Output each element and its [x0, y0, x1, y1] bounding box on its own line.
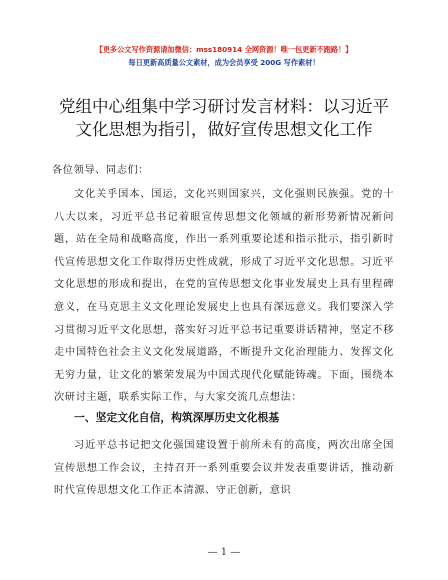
- body-paragraph-1: 文化关乎国本、国运，文化兴则国家兴，文化强则民族强。党的十八大以来，习近平总书记着眼宣传思想文化领域的新形势新情况新问题，站在全局和战略高度，作出一系列重要论述和指示批示，指引新时代宣传思想文化工作取得历史性成就，形成了习近平文化思想。习近平文化思想的形成和提出，在党的宣传思想文化事业发展史上具有里程碑意义，在马克思主义文化理论发展史上也具有深远意义。我们要深入学习贯彻习近平文化思想，落实好习近平总书记重要讲话精神，坚定不移走中国特色社会主义文化发展道路，不断提升文化治理能力、发挥文化无穷力量，让文化的繁荣发展为中国式现代化赋能铸魂。下面，围绕本次研讨主题，联系实际工作，与大家交流几点想法：: [54, 189, 394, 404]
- page-number: — 1 —: [207, 547, 241, 558]
- promo-banner-line1: 【更多公文写作资源请加微信：mss180914 全网资源！唯一包更新不跑路！】: [95, 45, 353, 54]
- promo-banner-line2: 每日更新高质量公文素材，成为会员享受 200G 写作素材！: [128, 58, 320, 67]
- document-title-line1: 党组中心组集中学习研讨发言材料：以习近平: [59, 97, 389, 116]
- section-heading-1: 一、坚定文化自信，构筑深厚历史文化根基: [74, 411, 280, 424]
- salutation: 各位领导、同志们：: [52, 165, 150, 176]
- body-paragraph-2: 习近平总书记把文化强国建设置于前所未有的高度，两次出席全国宣传思想工作会议，主持召开一系列重要会议并发表重要讲话，推动新时代宣传思想文化工作正本清源、守正创新，意识: [54, 440, 394, 497]
- document-title-line2: 文化思想为指引，做好宣传思想文化工作: [75, 120, 373, 139]
